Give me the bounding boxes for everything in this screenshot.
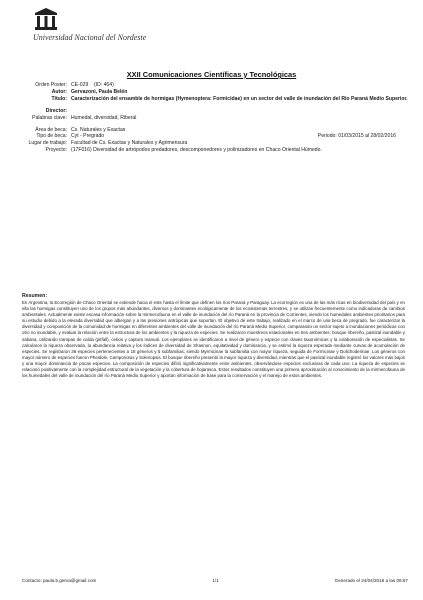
autor-value: Gervazoni, Paula Belén (71, 88, 128, 95)
tipo-beca-label: Tipo de beca: (36, 133, 67, 140)
resumen-text: En Argentina, la Ecorregión de Chaco Oriental se extiende hacia el este hasta el límite que definen los ríos Paraná y Paraguay. La ecorregión es una de las más ricas en biodiversidad del país y en ella las hormigas constituyen uno de los grupos más abundantes, diversos y dominantes ecológicamente de los ecosistemas terrestres, y se utilizan frecuentemente como indicadoras de cambios ambientales. Actualmente existe escasa información sobre la mirmecofauna en el valle de inundación del río Paraná en la provincia de Corrientes, siendo los humedales ambientes prioritarios para su estudio debido a la elevada diversidad que albergan y a las presiones antrópicas que soportan. El objetivo de este trabajo, realizado en el marco de una beca de pregrado, fue caracterizar la diversidad y composición de la comunidad de hormigas en diferentes ambientes del valle de inundación del río Paraná Medio Superior, comparando un sector sujeto a inundaciones periódicas con otro no inundable, y evaluar la relación entre la estructura de los ambientes y la riqueza de especies. Se realizaron muestreos estacionales en tres ambientes: bosque ribereño, pastizal inundable y sabana, utilizando trampas de caída (pitfall), cebos y captura manual. Los ejemplares se identificaron a nivel de género y especie con claves taxonómicas y la colaboración de especialistas. Se calcularon la riqueza observada, la abundancia relativa y los índices de diversidad de Shannon, equitatividad y dominancia, y se estimó la riqueza esperada mediante curvas de acumulación de especies. Se registraron 36 especies pertenecientes a 18 géneros y 5 subfamilias, siendo Myrmicinae la subfamilia con mayor riqueza, seguida de Formicinae y Dolichoderinae. Los géneros con mayor número de especies fueron Pheidole, Camponotus y Solenopsis. El bosque ribereño presentó la mayor riqueza y diversidad, mientras que el pastizal inundable registró los valores más bajos y una mayor dominancia de pocas especies. La composición de especies difirió significativamente entre ambientes, observándose especies exclusivas de cada uno. La riqueza de especies se relacionó positivamente con la complejidad estructural de la vegetación y la cobertura de hojarasca. Estos resultados constituyen una primera aproximación al conocimiento de la mirmecofauna de los humedales del valle de inundación del río Paraná Medio Superior y aportan información de base para la conservación y el manejo de estos ambientes. (22, 300, 405, 379)
palabras-clave-label: Palabras clave: (32, 114, 67, 121)
proyecto-value: (17F016) Diversidad de artrópodos predadores, descomponedores y polinizadores en Chaco Oriental Húmedo. (71, 147, 322, 154)
orden-poster-id: (ID: 464) (93, 82, 114, 88)
tipo-beca-value: Cyt - Pregrado (71, 133, 105, 140)
lugar-trabajo-row (16, 140, 416, 147)
lugar-trabajo-label: Lugar de trabajo: (28, 140, 67, 147)
orden-poster-row (16, 82, 416, 89)
periodo-label: Periodo: (317, 133, 337, 140)
palabras-clave-value: Humedal, diversidad, Riberal (71, 114, 137, 121)
footer-page-number: 1/1 (212, 578, 219, 583)
titulo-value: Caracterización del ensamble de hormigas (Hymenoptera: Formicidae) en un sector del valle de inundación del Río Paraná Medio Superior. (71, 95, 408, 102)
autor-label: Autor: (51, 88, 67, 95)
footer-contact: Contacto: paula.b.gerva@gmail.com (22, 578, 97, 583)
titulo-label: Título: (51, 95, 67, 102)
area-beca-value: Cs. Naturales y Exactas (71, 126, 126, 133)
orden-poster-label: Orden Poster: (35, 82, 67, 88)
page-footer (22, 578, 408, 583)
palabras-clave-row (16, 115, 416, 122)
periodo-value: 01/03/2015 al 28/02/2016 (338, 133, 396, 140)
proyecto-label: Proyecto: (45, 147, 67, 154)
director-label: Director: (45, 107, 67, 114)
lugar-trabajo-value: Facultad de Cs. Exactas y Naturales y Agrimensura (71, 140, 188, 147)
conference-title: XXII Comunicaciones Científicas y Tecnológicas (126, 70, 297, 79)
university-name: Universidad Nacional del Nordeste (33, 33, 147, 42)
area-beca-label: Área de beca: (35, 126, 67, 133)
footer-generated: Generado el 24/04/2018 a las 09:57 (334, 578, 408, 583)
director-value (71, 108, 416, 115)
autor-row (16, 89, 416, 96)
orden-poster-value: CE-029 (71, 82, 89, 88)
titulo-row (16, 96, 416, 103)
metadata-block (16, 82, 416, 154)
proyecto-row (16, 147, 416, 154)
resumen-label: Resumen: (22, 293, 48, 299)
tipo-beca-row (16, 133, 416, 140)
periodo-group (318, 133, 416, 140)
director-row (16, 108, 416, 115)
area-beca-row (16, 127, 416, 134)
university-logo (33, 6, 59, 32)
